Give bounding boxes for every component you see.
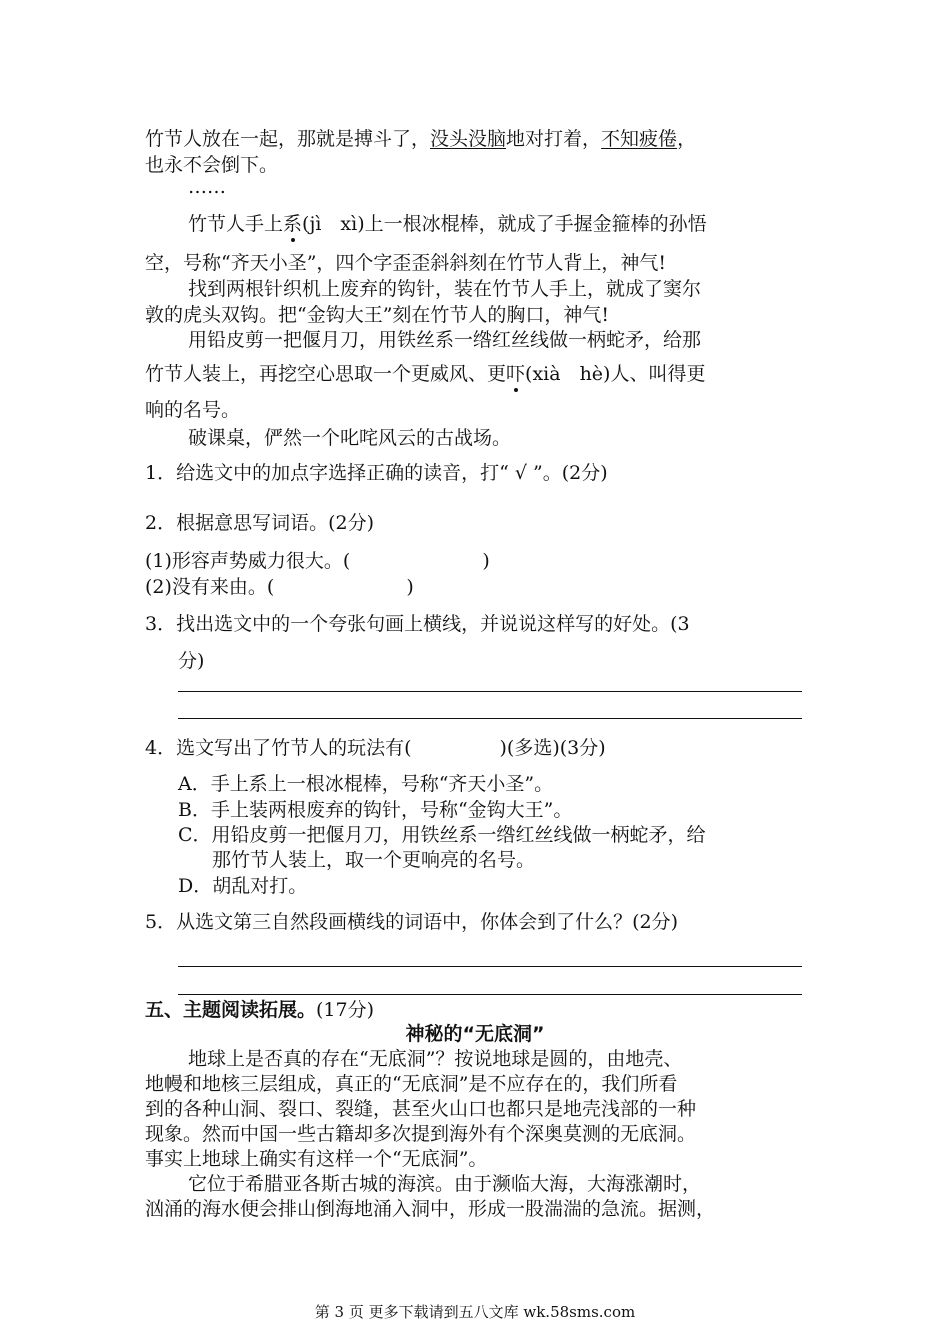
text: 地对打着， <box>506 128 602 150</box>
question-3-line-2: 分) <box>178 650 205 672</box>
question-2: 2．根据意思写词语。(2分) <box>145 512 375 534</box>
section-score: (17分) <box>316 999 375 1021</box>
passage-p2-line-2: 敦的虎头双钩。把“金钩大王”刻在竹节人的胸口，神气! <box>145 304 610 326</box>
article-p1-line-2: 地幔和地核三层组成，真正的“无底洞”是不应存在的，我们所看 <box>145 1073 678 1095</box>
article-title: 神秘的“无底洞” <box>405 1023 545 1045</box>
page-footer: 第 3 页 更多下载请到五八文库 wk.58sms.com <box>314 1303 636 1321</box>
passage-p3-line-2 <box>145 361 705 387</box>
answer-line[interactable] <box>178 691 802 692</box>
article-p1-line-4: 现象。然而中国一些古籍却多次提到海外有个深奥莫测的无底洞。 <box>145 1123 697 1145</box>
passage-p3-line-3: 响的名号。 <box>145 399 241 421</box>
option-c-line-2: 那竹节人装上，取一个更响亮的名号。 <box>212 849 536 871</box>
text: 竹节人手上 <box>188 213 284 235</box>
article-p1-line-3: 到的各种山洞、裂口、裂缝，甚至火山口也都只是地壳浅部的一种 <box>145 1098 697 1120</box>
answer-line[interactable] <box>178 994 802 995</box>
question-1: 1．给选文中的加点字选择正确的读音，打“ √ ”。(2分) <box>145 462 608 484</box>
text: (xià hè)人、叫得更 <box>525 363 706 385</box>
question-2-item-2 <box>145 574 414 600</box>
answer-line[interactable] <box>178 966 802 967</box>
underlined-phrase: 不知疲倦 <box>601 128 678 150</box>
ellipsis: …… <box>188 176 226 198</box>
underlined-phrase: 没头没脑 <box>430 128 507 150</box>
question-3-line-1: 3．找出选文中的一个夸张句画上横线，并说说这样写的好处。(3 <box>145 613 690 635</box>
text: ) <box>482 550 490 572</box>
option-c-line-1: C．用铅皮剪一把偃月刀，用铁丝系一绺红丝线做一柄蛇矛，给 <box>178 824 706 846</box>
question-4 <box>145 735 606 761</box>
option-a: A．手上系上一根冰棍棒，号称“齐天小圣”。 <box>178 773 554 795</box>
passage-p1-line-1 <box>188 211 707 237</box>
text: (jì xì)上一根冰棍棒，就成了手握金箍棒的孙悟 <box>302 213 707 235</box>
dotted-character: 吓 <box>506 363 526 385</box>
article-p1-line-5: 事实上地球上确实有这样一个“无底洞”。 <box>145 1148 488 1170</box>
passage-p4: 破课桌，俨然一个叱咤风云的古战场。 <box>188 427 512 449</box>
text: 竹节人装上，再挖空心思取一个更威风、更 <box>145 363 507 385</box>
article-p2-line-1: 它位于希腊亚各斯古城的海滨。由于濒临大海，大海涨潮时， <box>188 1173 702 1195</box>
article-p2-line-2: 汹涌的海水便会排山倒海地涌入洞中，形成一股湍湍的急流。据测， <box>145 1198 716 1220</box>
passage-p2-line-1: 找到两根针织机上废弃的钩针，装在竹节人手上，就成了窦尔 <box>188 278 702 300</box>
text: (2)没有来由。( <box>145 576 275 598</box>
section-heading <box>145 997 374 1023</box>
option-b: B．手上装两根废弃的钩针，号称“金钩大王”。 <box>178 799 573 821</box>
answer-line[interactable] <box>178 718 802 719</box>
text: 竹节人放在一起，那就是搏斗了， <box>145 128 431 150</box>
section-heading-text: 五、主题阅读拓展。 <box>145 999 317 1021</box>
text: 4．选文写出了竹节人的玩法有( <box>145 737 412 759</box>
passage-p3-line-1: 用铅皮剪一把偃月刀，用铁丝系一绺红丝线做一柄蛇矛，给那 <box>188 329 702 351</box>
dotted-character: 系 <box>283 213 303 235</box>
passage-line-1 <box>145 126 696 152</box>
passage-line-2: 也永不会倒下。 <box>145 154 279 176</box>
text: (1)形容声势威力很大。( <box>145 550 351 572</box>
question-5: 5．从选文第三自然段画横线的词语中，你体会到了什么？(2分) <box>145 911 679 933</box>
question-2-item-1 <box>145 548 490 574</box>
option-d: D．胡乱对打。 <box>178 875 308 897</box>
text: ) <box>406 576 414 598</box>
article-p1-line-1: 地球上是否真的存在“无底洞”？按说地球是圆的，由地壳、 <box>188 1048 683 1070</box>
text: ， <box>677 128 697 150</box>
text: )(多选)(3分) <box>499 737 606 759</box>
passage-p1-line-2: 空，号称“齐天小圣”，四个字歪歪斜斜刻在竹节人背上，神气! <box>145 252 667 274</box>
